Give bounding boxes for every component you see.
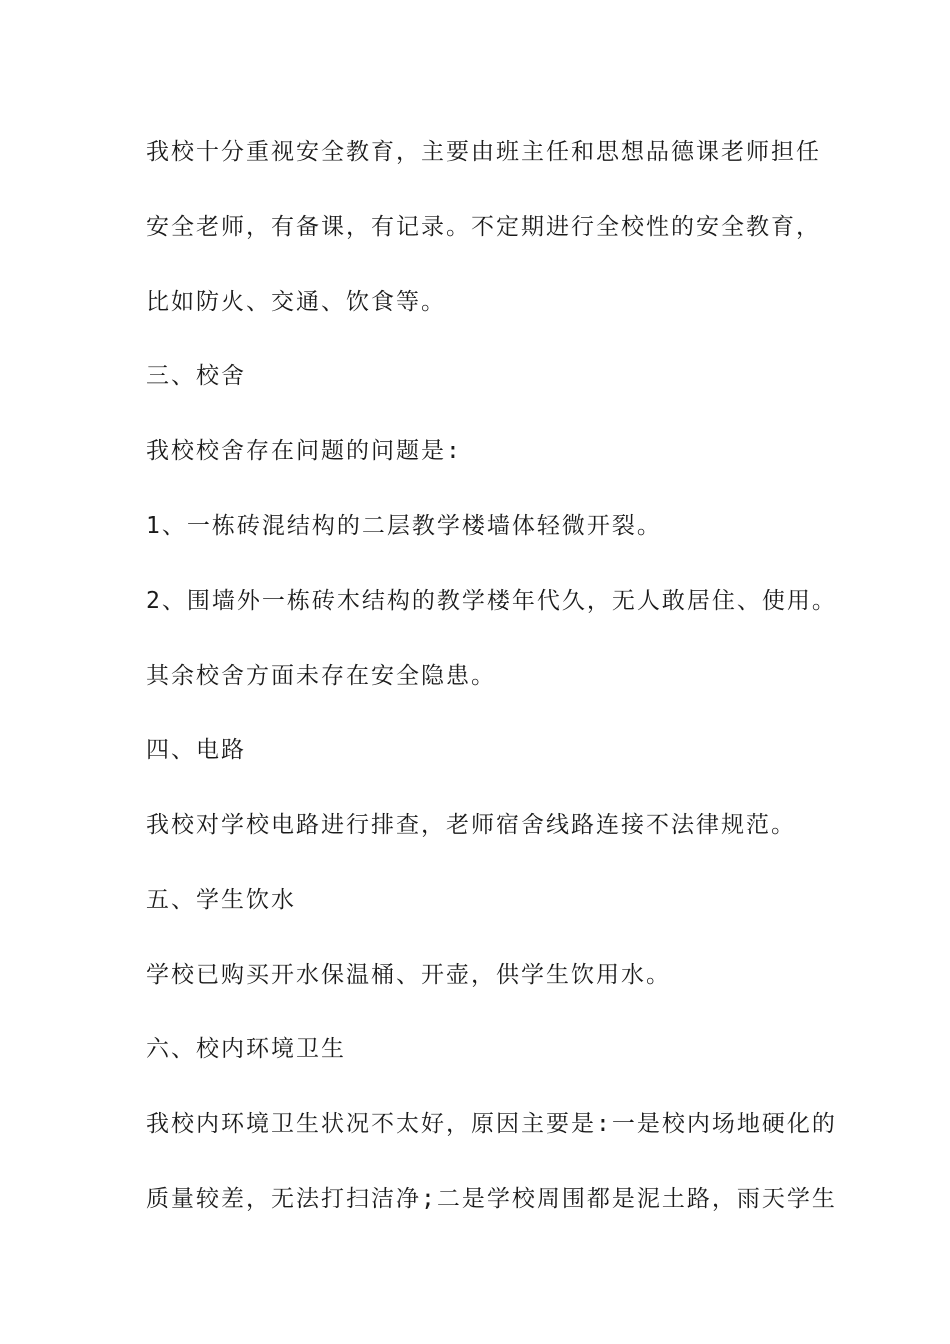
list-item: 2、围墙外一栋砖木结构的教学楼年代久，无人敢居住、使用。 [146, 588, 837, 614]
paragraph-line: 我校对学校电路进行排查，老师宿舍线路连接不法律规范。 [146, 812, 796, 838]
paragraph-line: 比如防火、交通、饮食等。 [146, 289, 446, 315]
list-item: 1、一栋砖混结构的二层教学楼墙体轻微开裂。 [146, 513, 662, 539]
paragraph-line: 我校十分重视安全教育，主要由班主任和思想品德课老师担任 [146, 139, 821, 165]
paragraph-line: 质量较差，无法打扫洁净;二是学校周围都是泥土路，雨天学生 [146, 1186, 837, 1212]
paragraph-line: 学校已购买开水保温桶、开壶，供学生饮用水。 [146, 962, 671, 988]
section-heading: 六、校内环境卫生 [146, 1036, 346, 1062]
paragraph-line: 我校校舍存在问题的问题是: [146, 438, 462, 464]
section-heading: 三、校舍 [146, 363, 246, 389]
paragraph-line: 安全老师，有备课，有记录。不定期进行全校性的安全教育， [146, 214, 821, 240]
section-heading: 四、电路 [146, 737, 246, 763]
paragraph-line: 其余校舍方面未存在安全隐患。 [146, 663, 496, 689]
paragraph-line: 我校内环境卫生状况不太好，原因主要是:一是校内场地硬化的 [146, 1111, 837, 1137]
section-heading: 五、学生饮水 [146, 887, 296, 913]
